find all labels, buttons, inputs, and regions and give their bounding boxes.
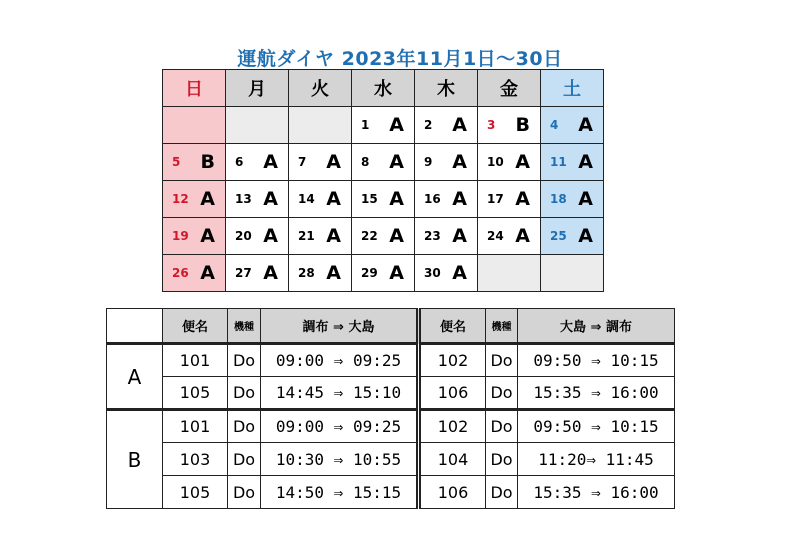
calendar-day-cell (352, 255, 415, 292)
schedule-code: A (389, 225, 404, 247)
calendar-day-cell (352, 181, 415, 218)
calendar-week-row (163, 255, 604, 292)
inbound-aircraft: Do (486, 476, 518, 509)
calendar-day-cell (163, 255, 226, 292)
header-outbound: 調布 ⇒ 大島 (261, 309, 419, 344)
day-number: 4 (550, 118, 559, 132)
day-number: 19 (172, 229, 189, 243)
schedule-code: A (263, 188, 278, 210)
calendar-day-cell (541, 181, 604, 218)
schedule-group-label: A (107, 344, 163, 410)
calendar-day-cell (226, 255, 289, 292)
schedule-code: A (200, 225, 215, 247)
schedule-code: A (515, 188, 530, 210)
weekday-header-thu: 木 (415, 70, 478, 107)
day-number: 16 (424, 192, 441, 206)
outbound-time: 10:30 ⇒ 10:55 (261, 443, 419, 476)
schedule-code: A (452, 225, 467, 247)
inbound-aircraft: Do (486, 443, 518, 476)
outbound-time: 09:00 ⇒ 09:25 (261, 344, 419, 377)
schedule-header-row (107, 309, 675, 344)
schedule-code: A (263, 262, 278, 284)
calendar-week-row (163, 218, 604, 255)
day-number: 17 (487, 192, 504, 206)
schedule-code: A (578, 188, 593, 210)
calendar-day-cell (478, 181, 541, 218)
schedule-code: A (578, 114, 593, 136)
day-number: 25 (550, 229, 567, 243)
outbound-flight-no: 105 (163, 476, 228, 509)
outbound-flight-no: 105 (163, 377, 228, 410)
calendar (162, 69, 604, 292)
calendar-empty-cell (541, 255, 604, 292)
day-number: 2 (424, 118, 433, 132)
calendar-day-cell (415, 181, 478, 218)
day-number: 23 (424, 229, 441, 243)
weekday-header-sat: 土 (541, 70, 604, 107)
schedule-code: A (452, 188, 467, 210)
calendar-day-cell (478, 218, 541, 255)
calendar-week-row (163, 107, 604, 144)
schedule-code: A (200, 188, 215, 210)
schedule-code: A (389, 262, 404, 284)
calendar-day-cell (226, 181, 289, 218)
day-number: 7 (298, 155, 307, 169)
day-number: 9 (424, 155, 433, 169)
schedule-code: B (200, 151, 215, 173)
schedule-code: A (452, 114, 467, 136)
schedule-code: A (515, 151, 530, 173)
schedule-code: A (389, 114, 404, 136)
calendar-day-cell (415, 107, 478, 144)
inbound-aircraft: Do (486, 410, 518, 443)
schedule-row (107, 476, 675, 509)
day-number: 27 (235, 266, 252, 280)
schedule-code: A (578, 151, 593, 173)
outbound-flight-no: 103 (163, 443, 228, 476)
calendar-day-cell (541, 218, 604, 255)
schedule-row (107, 443, 675, 476)
schedule-code: A (200, 262, 215, 284)
schedule-row (107, 344, 675, 377)
calendar-header-row (163, 70, 604, 107)
calendar-day-cell (541, 144, 604, 181)
inbound-flight-no: 104 (419, 443, 486, 476)
day-number: 18 (550, 192, 567, 206)
calendar-day-cell (415, 218, 478, 255)
day-number: 14 (298, 192, 315, 206)
header-flight-no: 便名 (163, 309, 228, 344)
day-number: 11 (550, 155, 567, 169)
schedule-row (107, 410, 675, 443)
day-number: 26 (172, 266, 189, 280)
calendar-day-cell (289, 218, 352, 255)
day-number: 15 (361, 192, 378, 206)
schedule-code: A (389, 151, 404, 173)
day-number: 8 (361, 155, 370, 169)
inbound-time: 15:35 ⇒ 16:00 (518, 476, 675, 509)
day-number: 5 (172, 155, 181, 169)
calendar-empty-cell (289, 107, 352, 144)
schedule-table (106, 308, 675, 509)
outbound-aircraft: Do (228, 410, 261, 443)
outbound-aircraft: Do (228, 377, 261, 410)
outbound-flight-no: 101 (163, 344, 228, 377)
calendar-day-cell (289, 181, 352, 218)
outbound-time: 14:50 ⇒ 15:15 (261, 476, 419, 509)
calendar-day-cell (226, 144, 289, 181)
day-number: 10 (487, 155, 504, 169)
inbound-time: 15:35 ⇒ 16:00 (518, 377, 675, 410)
schedule-code: A (452, 262, 467, 284)
schedule-code: A (326, 262, 341, 284)
outbound-time: 14:45 ⇒ 15:10 (261, 377, 419, 410)
schedule-header-blank (107, 309, 163, 344)
weekday-header-tue: 火 (289, 70, 352, 107)
day-number: 21 (298, 229, 315, 243)
day-number: 24 (487, 229, 504, 243)
inbound-flight-no: 106 (419, 476, 486, 509)
day-number: 22 (361, 229, 378, 243)
calendar-empty-cell (226, 107, 289, 144)
calendar-day-cell (352, 218, 415, 255)
schedule-code: A (578, 225, 593, 247)
calendar-day-cell (478, 144, 541, 181)
outbound-aircraft: Do (228, 476, 261, 509)
schedule-code: B (515, 114, 530, 136)
weekday-header-sun: 日 (163, 70, 226, 107)
day-number: 6 (235, 155, 244, 169)
inbound-flight-no: 102 (419, 410, 486, 443)
day-number: 29 (361, 266, 378, 280)
schedule-code: A (452, 151, 467, 173)
calendar-day-cell (352, 107, 415, 144)
weekday-header-fri: 金 (478, 70, 541, 107)
calendar-day-cell (226, 218, 289, 255)
day-number: 28 (298, 266, 315, 280)
schedule-code: A (389, 188, 404, 210)
schedule-group-label: B (107, 410, 163, 509)
calendar-day-cell (478, 107, 541, 144)
header-flight-no-return: 便名 (419, 309, 486, 344)
day-number: 20 (235, 229, 252, 243)
calendar-day-cell (289, 144, 352, 181)
day-number: 13 (235, 192, 252, 206)
inbound-time: 11:20⇒ 11:45 (518, 443, 675, 476)
schedule-code: A (326, 188, 341, 210)
inbound-aircraft: Do (486, 344, 518, 377)
calendar-day-cell (163, 218, 226, 255)
calendar-day-cell (163, 181, 226, 218)
calendar-day-cell (415, 144, 478, 181)
schedule-code: A (263, 225, 278, 247)
calendar-empty-cell (478, 255, 541, 292)
calendar-week-row (163, 144, 604, 181)
calendar-day-cell (352, 144, 415, 181)
inbound-aircraft: Do (486, 377, 518, 410)
outbound-time: 09:00 ⇒ 09:25 (261, 410, 419, 443)
day-number: 12 (172, 192, 189, 206)
schedule-code: A (263, 151, 278, 173)
day-number: 1 (361, 118, 370, 132)
calendar-week-row (163, 181, 604, 218)
header-aircraft-return: 機種 (486, 309, 518, 344)
calendar-empty-cell (163, 107, 226, 144)
schedule-row (107, 377, 675, 410)
header-inbound: 大島 ⇒ 調布 (518, 309, 675, 344)
day-number: 3 (487, 118, 496, 132)
inbound-flight-no: 102 (419, 344, 486, 377)
page-title: 運航ダイヤ 2023年11月1日～30日 (237, 48, 563, 70)
weekday-header-mon: 月 (226, 70, 289, 107)
schedule-code: A (515, 225, 530, 247)
schedule-code: A (326, 151, 341, 173)
schedule-code: A (326, 225, 341, 247)
header-aircraft: 機種 (228, 309, 261, 344)
calendar-day-cell (163, 144, 226, 181)
weekday-header-wed: 水 (352, 70, 415, 107)
outbound-aircraft: Do (228, 344, 261, 377)
outbound-aircraft: Do (228, 443, 261, 476)
day-number: 30 (424, 266, 441, 280)
inbound-time: 09:50 ⇒ 10:15 (518, 344, 675, 377)
inbound-time: 09:50 ⇒ 10:15 (518, 410, 675, 443)
outbound-flight-no: 101 (163, 410, 228, 443)
inbound-flight-no: 106 (419, 377, 486, 410)
calendar-day-cell (415, 255, 478, 292)
calendar-day-cell (289, 255, 352, 292)
calendar-day-cell (541, 107, 604, 144)
